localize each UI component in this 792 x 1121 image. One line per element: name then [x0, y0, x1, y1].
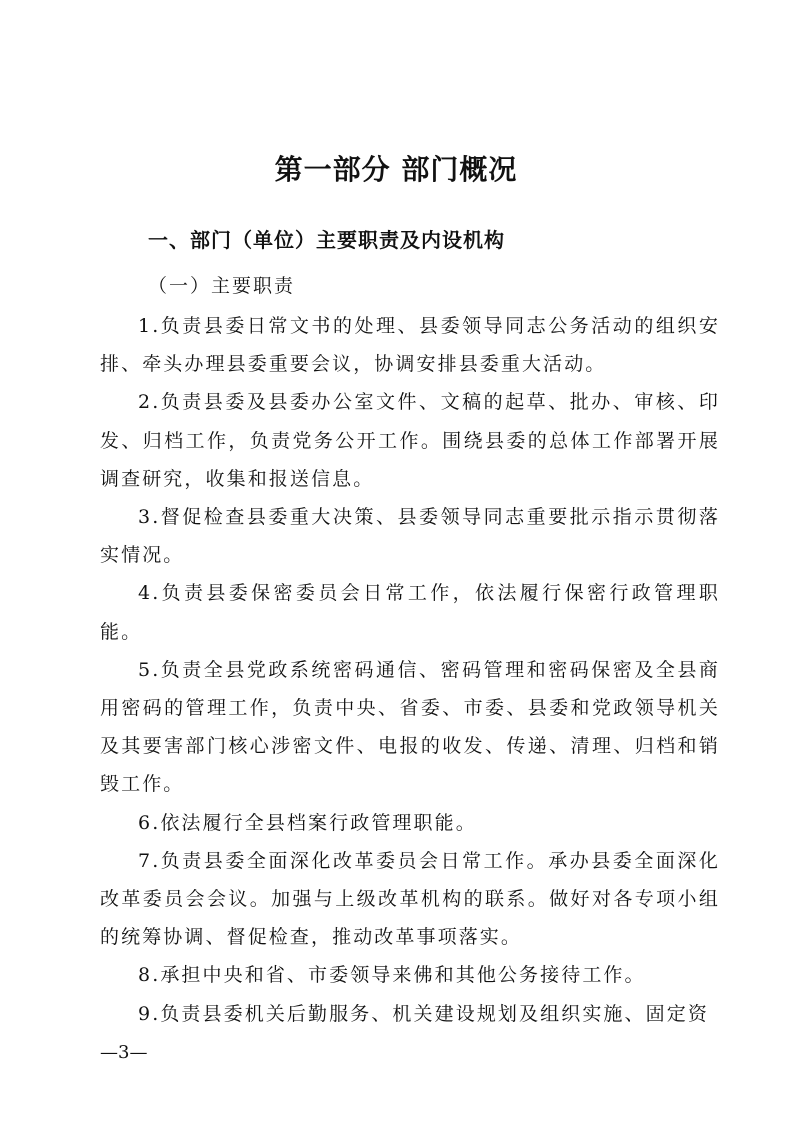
paragraph: 6.依法履行全县档案行政管理职能。: [138, 811, 477, 834]
page-title: 第一部分 部门概况: [274, 153, 518, 186]
paragraph: 3.督促检查县委重大决策、县委领导同志重要批示指示贯彻落实情况。: [100, 506, 720, 567]
paragraph: 5.负责全县党政系统密码通信、密码管理和密码保密及全县商用密码的管理工作，负责中央、省委、市委、县委和党政领导机关及其要害部门核心涉密文件、电报的收发、传递、清理、归档和销毁工作。: [100, 658, 720, 796]
paragraph: 8.承担中央和省、市委领导来佛和其他公务接待工作。: [138, 964, 646, 987]
subsection-heading: （一）主要职责: [148, 275, 296, 297]
page-number: —3—: [100, 1042, 148, 1063]
section-heading: 一、部门（单位）主要职责及内设机构: [148, 228, 505, 252]
paragraph: 4.负责县委保密委员会日常工作，依法履行保密行政管理职能。: [100, 582, 720, 643]
paragraph: 1.负责县委日常文书的处理、县委领导同志公务活动的组织安排、牵头办理县委重要会议，协调安排县委重大活动。: [100, 315, 720, 376]
paragraph: 2.负责县委及县委办公室文件、文稿的起草、批办、审核、印发、归档工作，负责党务公开工作。围绕县委的总体工作部署开展调查研究，收集和报送信息。: [100, 391, 720, 490]
paragraph: 7.负责县委全面深化改革委员会日常工作。承办县委全面深化改革委员会会议。加强与上级改革机构的联系。做好对各专项小组的统筹协调、督促检查，推动改革事项落实。: [100, 849, 720, 949]
document-body: [100, 307, 720, 1033]
paragraph: 9.负责县委机关后勤服务、机关建设规划及组织实施、固定资: [138, 1002, 709, 1025]
